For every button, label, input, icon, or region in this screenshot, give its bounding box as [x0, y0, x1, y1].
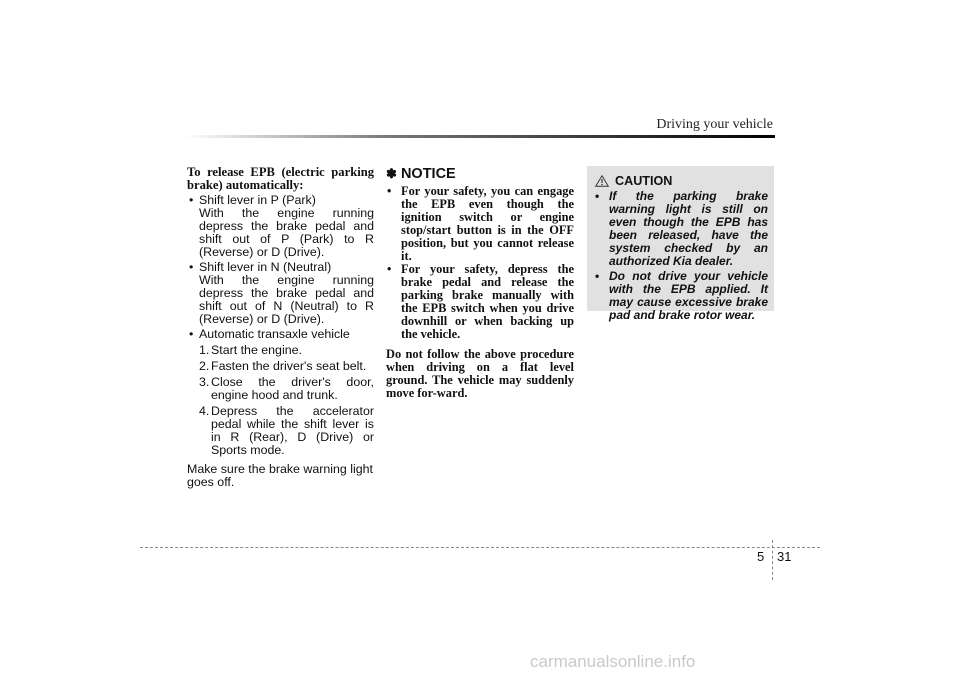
notice-bullet: • For your safety, you can engage the EPB even though the ignition switch or engine stop/start button is in the OFF position, but you cannot release it. [386, 185, 574, 263]
list-item-text: With the engine running depress the brake pedal and shift out of P (Park) to R (Reverse) or D (Drive). [199, 206, 374, 259]
notice-title-text: NOTICE [400, 166, 456, 182]
step-number: 4. [199, 404, 210, 418]
notice-paragraph: Do not follow the above procedure when driving on a flat level ground. The vehicle may suddenly move for-ward. [386, 347, 574, 400]
footer-rule [140, 547, 820, 548]
step-text: Close the driver's door, engine hood and trunk. [211, 375, 374, 402]
closing-text: Make sure the brake warning light goes off. [187, 462, 373, 489]
step-text: Fasten the driver's seat belt. [211, 359, 367, 373]
watermark: carmanualsonline.info [530, 652, 696, 671]
page-separator [772, 540, 773, 580]
chapter-number: 5 [757, 549, 765, 564]
caution-bullet: • If the parking brake warning light is still on even though the EPB has been released, have the system checked by an authorized Kia dealer. [593, 190, 768, 268]
notice-symbol: ✽ [386, 166, 397, 181]
caution-bullet: • Do not drive your vehicle with the EPB applied. It may cause excessive brake pad and brake rotor wear. [593, 270, 768, 322]
list-item-text: With the engine running depress the brake pedal and shift out of N (Neutral) to R (Reverse) or D (Drive). [199, 273, 374, 326]
caution-header [595, 174, 768, 188]
list-item: • Automatic transaxle vehicle [187, 328, 374, 341]
warning-triangle-icon [595, 175, 609, 187]
caution-title: CAUTION [615, 174, 673, 188]
list-item: • Shift lever in N (Neutral) [187, 261, 374, 274]
left-column [187, 166, 374, 489]
notice-bullet: • For your safety, depress the brake pedal and release the parking brake manually with the EPB switch when you drive downhill or when backing up the vehicle. [386, 263, 574, 341]
header-rule [185, 135, 775, 138]
notice-column [386, 166, 574, 400]
step-item [187, 376, 374, 402]
step-number: 3. [199, 375, 210, 389]
page-number: 31 [777, 549, 792, 564]
step-number: 2. [199, 359, 210, 373]
section-heading: To release EPB (electric parking brake) automatically: [187, 165, 374, 192]
step-item [187, 344, 374, 357]
caution-box [587, 166, 774, 322]
page-header-title: Driving your vehicle [656, 117, 773, 132]
notice-title [386, 166, 574, 182]
step-item [187, 405, 374, 457]
step-item [187, 360, 374, 373]
step-number: 1. [199, 343, 210, 357]
list-item: • Shift lever in P (Park) [187, 194, 374, 207]
step-text: Depress the accelerator pedal while the shift lever is in R (Rear), D (Drive) or Sports mode. [211, 404, 374, 457]
step-text: Start the engine. [211, 343, 302, 357]
